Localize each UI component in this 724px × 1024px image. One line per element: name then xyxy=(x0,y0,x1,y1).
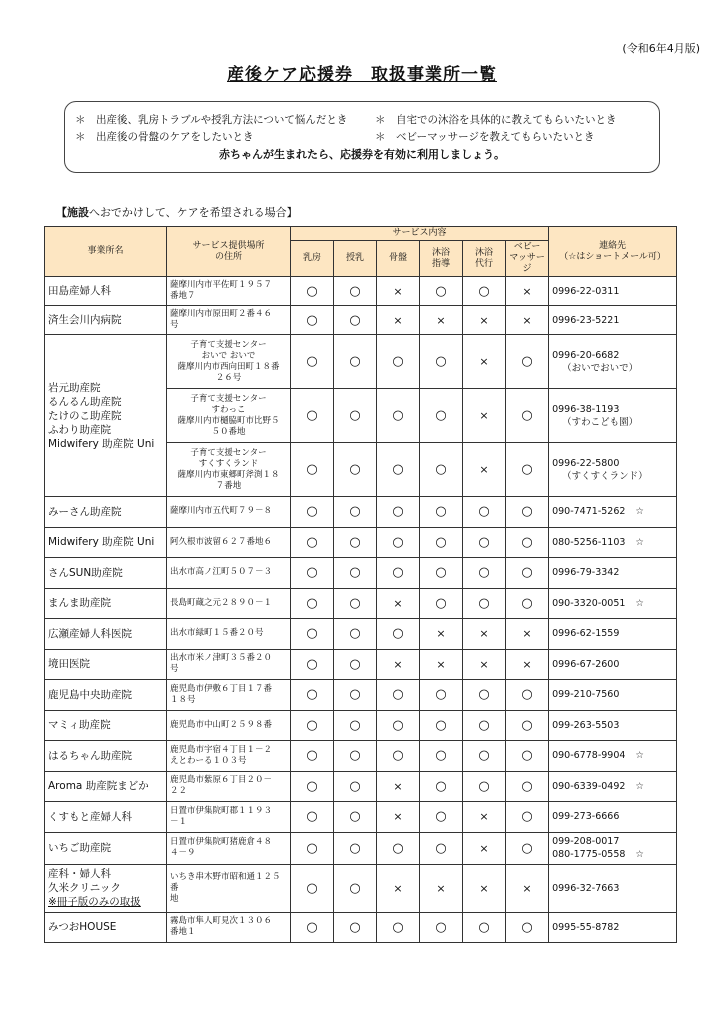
service-mark: ○ xyxy=(291,389,334,443)
service-mark: ○ xyxy=(377,741,420,772)
facility-name-text: 鹿児島中央助産院 xyxy=(48,688,132,701)
facility-contact xyxy=(549,832,677,864)
service-mark: × xyxy=(463,649,506,680)
service-mark: ○ xyxy=(334,832,377,864)
facility-contact xyxy=(549,443,677,497)
service-mark: × xyxy=(377,588,420,619)
service-mark: ○ xyxy=(377,912,420,943)
phone-number: 0996-23-5221 xyxy=(552,314,620,326)
phone-number: 099-210-7560 xyxy=(552,689,620,701)
service-mark: ○ xyxy=(420,443,463,497)
service-mark: ○ xyxy=(506,443,549,497)
notice-item: ＊ 出産後、乳房トラブルや授乳方法について悩んだとき xyxy=(75,114,348,126)
facility-address: いちき串木野市昭和通１２５番 地 xyxy=(167,864,291,912)
header-contact: 連絡先 （☆はショートメール可） xyxy=(549,227,677,277)
service-mark: ○ xyxy=(291,741,334,772)
service-mark: ○ xyxy=(463,527,506,558)
facility-name xyxy=(45,306,167,335)
service-mark: ○ xyxy=(506,335,549,389)
service-mark: ○ xyxy=(291,335,334,389)
service-mark: × xyxy=(506,619,549,650)
table-row xyxy=(45,771,677,802)
table-row xyxy=(45,619,677,650)
service-mark: ○ xyxy=(463,558,506,589)
service-mark: ○ xyxy=(377,680,420,711)
facility-name xyxy=(45,802,167,833)
facility-contact xyxy=(549,741,677,772)
sms-star-icon: ☆ xyxy=(635,597,644,609)
service-mark: ○ xyxy=(420,527,463,558)
service-mark: ○ xyxy=(506,389,549,443)
service-mark: ○ xyxy=(291,864,334,912)
facility-contact xyxy=(549,497,677,528)
table-row xyxy=(45,649,677,680)
service-mark: ○ xyxy=(377,558,420,589)
service-mark: × xyxy=(377,649,420,680)
table-row xyxy=(45,335,677,389)
service-mark: ○ xyxy=(463,771,506,802)
service-mark: ○ xyxy=(291,619,334,650)
service-mark: × xyxy=(463,802,506,833)
service-mark: × xyxy=(506,306,549,335)
phone-number: 0996-67-2600 xyxy=(552,658,620,670)
facility-address: 阿久根市波留６２７番地６ xyxy=(167,527,291,558)
facility-name-text: 境田医院 xyxy=(48,658,90,671)
phone-location: （すくすくランド） xyxy=(562,470,648,482)
phone-number: 0996-62-1559 xyxy=(552,628,620,640)
service-mark: ○ xyxy=(334,741,377,772)
phone-number: 0996-22-0311 xyxy=(552,285,620,297)
service-mark: × xyxy=(506,277,549,306)
service-mark: ○ xyxy=(334,389,377,443)
service-mark: ○ xyxy=(463,912,506,943)
facility-address: 霧島市隼人町見次１３０６ 番地１ xyxy=(167,912,291,943)
phone-number: 099-273-6666 xyxy=(552,811,620,823)
facility-contact xyxy=(549,588,677,619)
phone-location: （すわこども園） xyxy=(562,416,639,428)
facility-name: たけのこ助産院 xyxy=(48,409,122,422)
facility-address: 薩摩川内市平佐町１９５７ 番地７ xyxy=(167,277,291,306)
phone-location: （おいでおいで） xyxy=(562,362,639,374)
service-mark: ○ xyxy=(377,389,420,443)
service-mark: ○ xyxy=(463,497,506,528)
service-mark: ○ xyxy=(291,802,334,833)
table-row xyxy=(45,680,677,711)
facility-name-text: Midwifery 助産院 Uni xyxy=(48,536,155,549)
table-row xyxy=(45,588,677,619)
service-mark: ○ xyxy=(291,306,334,335)
service-mark: × xyxy=(463,389,506,443)
service-mark: ○ xyxy=(463,588,506,619)
facility-name: るんるん助産院 xyxy=(48,395,122,408)
service-mark: × xyxy=(463,832,506,864)
facility-contact xyxy=(549,306,677,335)
facility-address: 出水市緑町１５番２０号 xyxy=(167,619,291,650)
facility-name-text: 田島産婦人科 xyxy=(48,285,111,297)
facility-name: ふわり助産院 xyxy=(48,423,111,436)
service-mark: ○ xyxy=(377,710,420,741)
facility-contact xyxy=(549,771,677,802)
facility-contact xyxy=(549,864,677,912)
sms-star-icon: ☆ xyxy=(635,506,644,518)
header-service-col: 沐浴 代行 xyxy=(463,241,506,277)
facility-address: 日置市伊集院町猪鹿倉４８ ４－９ xyxy=(167,832,291,864)
facility-name-text: 広瀬産婦人科医院 xyxy=(48,627,132,640)
service-mark: × xyxy=(377,802,420,833)
service-mark: ○ xyxy=(420,389,463,443)
service-mark: ○ xyxy=(420,277,463,306)
service-mark: ○ xyxy=(463,680,506,711)
header-service-col: 骨盤 xyxy=(377,241,420,277)
facility-name xyxy=(45,771,167,802)
service-mark: ○ xyxy=(291,771,334,802)
header-service-col: 授乳 xyxy=(334,241,377,277)
header-service: サービス内容 xyxy=(291,227,549,241)
facility-name xyxy=(45,497,167,528)
facility-name-text: はるちゃん助産院 xyxy=(48,749,132,762)
service-mark: ○ xyxy=(506,741,549,772)
service-mark: ○ xyxy=(377,335,420,389)
table-row xyxy=(45,497,677,528)
table-row xyxy=(45,741,677,772)
service-mark: ○ xyxy=(291,710,334,741)
service-mark: ○ xyxy=(377,527,420,558)
service-mark: ○ xyxy=(291,912,334,943)
service-mark: ○ xyxy=(420,680,463,711)
facility-contact xyxy=(549,802,677,833)
table-row xyxy=(45,832,677,864)
facility-address: 薩摩川内市原田町２番４６ 号 xyxy=(167,306,291,335)
facility-contact xyxy=(549,527,677,558)
phone-number: 0996-79-3342 xyxy=(552,567,620,579)
service-mark: × xyxy=(506,649,549,680)
service-mark: ○ xyxy=(334,680,377,711)
facility-name xyxy=(45,680,167,711)
service-mark: ○ xyxy=(420,771,463,802)
service-mark: ○ xyxy=(334,497,377,528)
facility-name xyxy=(45,527,167,558)
facility-name xyxy=(45,619,167,650)
service-mark: ○ xyxy=(420,335,463,389)
facility-address: 鹿児島市中山町２５９８番 xyxy=(167,710,291,741)
facility-name-text: さんSUN助産院 xyxy=(48,566,123,579)
table-row xyxy=(45,558,677,589)
notice-item: ＊ 出産後の骨盤のケアをしたいとき xyxy=(75,131,254,143)
facility-name xyxy=(45,832,167,864)
service-mark: ○ xyxy=(377,443,420,497)
service-mark: ○ xyxy=(377,832,420,864)
service-mark: × xyxy=(377,771,420,802)
service-mark: × xyxy=(420,619,463,650)
facility-address: 長島町蔵之元２８９０－１ xyxy=(167,588,291,619)
service-mark: ○ xyxy=(506,710,549,741)
service-mark: × xyxy=(420,864,463,912)
service-mark: ○ xyxy=(334,771,377,802)
page-title: 産後ケア応援券 取扱事業所一覧 xyxy=(227,65,497,85)
facility-name-text: みつおHOUSE xyxy=(48,921,117,934)
service-mark: × xyxy=(377,864,420,912)
service-mark: ○ xyxy=(463,741,506,772)
phone-number: 0996-38-1193 xyxy=(552,403,620,415)
service-mark: ○ xyxy=(420,832,463,864)
sms-star-icon: ☆ xyxy=(635,536,644,548)
service-mark: × xyxy=(463,306,506,335)
service-mark: ○ xyxy=(463,277,506,306)
facility-contact xyxy=(549,912,677,943)
table-row xyxy=(45,912,677,943)
phone-number: 090-6339-0492 xyxy=(552,780,626,792)
facility-name xyxy=(45,710,167,741)
service-mark: × xyxy=(463,619,506,650)
facility-contact xyxy=(549,389,677,443)
facility-address: 子育て支援センター すくすくランド 薩摩川内市東郷町斧渕１８ ７番地 xyxy=(167,443,291,497)
facility-address: 日置市伊集院町郡１１９３ －１ xyxy=(167,802,291,833)
service-mark: × xyxy=(463,864,506,912)
service-mark: ○ xyxy=(506,912,549,943)
service-mark: ○ xyxy=(334,864,377,912)
facility-name-text: いちご助産院 xyxy=(48,842,111,854)
facility-address: 鹿児島市伊敷６丁目１７番 １８号 xyxy=(167,680,291,711)
facility-name xyxy=(45,864,167,912)
service-mark: ○ xyxy=(291,832,334,864)
table-row xyxy=(45,864,677,912)
facility-name xyxy=(45,649,167,680)
service-mark: ○ xyxy=(334,306,377,335)
table-row xyxy=(45,306,677,335)
table-row xyxy=(45,277,677,306)
service-mark: ○ xyxy=(334,527,377,558)
service-mark: ○ xyxy=(334,443,377,497)
facility-note: ※冊子版のみの取扱 xyxy=(48,896,141,908)
facility-name-text: みーさん助産院 xyxy=(48,505,122,518)
service-mark: ○ xyxy=(334,912,377,943)
service-mark: ○ xyxy=(420,912,463,943)
phone-number: 080-5256-1103 xyxy=(552,536,626,548)
facility-name-text: 産科・婦人科 久米クリニック xyxy=(48,868,121,894)
service-mark: ○ xyxy=(291,497,334,528)
facility-name xyxy=(45,588,167,619)
service-mark: ○ xyxy=(334,710,377,741)
phone-number: 0996-22-5800 xyxy=(552,457,620,469)
facility-name xyxy=(45,912,167,943)
table-row xyxy=(45,710,677,741)
sms-star-icon: ☆ xyxy=(635,780,644,792)
phone-number: 0995-55-8782 xyxy=(552,921,620,933)
service-mark: ○ xyxy=(291,649,334,680)
sms-star-icon: ☆ xyxy=(635,849,644,860)
sms-star-icon: ☆ xyxy=(635,750,644,762)
notice-box xyxy=(64,101,660,173)
phone-number: 0996-32-7663 xyxy=(552,882,620,894)
notice-cta: 赤ちゃんが生まれたら、応援券を有効に利用しましょう。 xyxy=(219,148,505,161)
facility-group-names xyxy=(45,335,167,497)
service-mark: ○ xyxy=(334,802,377,833)
header-place: サービス提供場所 の住所 xyxy=(167,227,291,277)
service-mark: ○ xyxy=(334,558,377,589)
service-mark: ○ xyxy=(291,680,334,711)
service-mark: ○ xyxy=(420,558,463,589)
service-mark: ○ xyxy=(334,619,377,650)
facility-name-text: くすもと産婦人科 xyxy=(48,810,132,823)
facility-table xyxy=(44,226,677,943)
service-mark: × xyxy=(420,649,463,680)
phone-number: 099-208-0017 080-1775-0558 xyxy=(552,836,626,860)
service-mark: × xyxy=(377,306,420,335)
phone-number: 090-7471-5262 xyxy=(552,506,626,518)
phone-number: 090-3320-0051 xyxy=(552,597,626,609)
facility-name xyxy=(45,558,167,589)
service-mark: ○ xyxy=(420,588,463,619)
service-mark: ○ xyxy=(377,619,420,650)
facility-contact xyxy=(549,619,677,650)
phone-number: 0996-20-6682 xyxy=(552,349,620,361)
service-mark: ○ xyxy=(420,497,463,528)
service-mark: ○ xyxy=(334,277,377,306)
service-mark: ○ xyxy=(291,558,334,589)
facility-contact xyxy=(549,335,677,389)
facility-contact xyxy=(549,558,677,589)
notice-item: ＊ ベビーマッサージを教えてもらいたいとき xyxy=(375,131,595,143)
service-mark: ○ xyxy=(420,802,463,833)
service-mark: × xyxy=(463,335,506,389)
service-mark: ○ xyxy=(291,588,334,619)
table-row xyxy=(45,527,677,558)
facility-name-text: まんま助産院 xyxy=(48,597,111,610)
header-service-col: ベビー マッサージ xyxy=(506,241,549,277)
facility-contact xyxy=(549,680,677,711)
facility-address: 子育て支援センター すわっこ 薩摩川内市樋脇町市比野５ ５０番地 xyxy=(167,389,291,443)
service-mark: ○ xyxy=(334,588,377,619)
service-mark: × xyxy=(377,277,420,306)
notice-item: ＊ 自宅での沐浴を具体的に教えてもらいたいとき xyxy=(375,114,617,126)
service-mark: ○ xyxy=(506,771,549,802)
service-mark: ○ xyxy=(291,277,334,306)
service-mark: × xyxy=(463,443,506,497)
table-row xyxy=(45,802,677,833)
facility-name-text: 済生会川内病院 xyxy=(48,314,122,326)
facility-contact xyxy=(549,277,677,306)
facility-contact xyxy=(549,649,677,680)
section-heading-rest: へおでかけして、ケアを希望される場合】 xyxy=(89,206,298,219)
service-mark: × xyxy=(420,306,463,335)
facility-address: 出水市米ノ津町３５番２０ 号 xyxy=(167,649,291,680)
facility-address: 鹿児島市宇宿４丁目１－２ えとわーる１０３号 xyxy=(167,741,291,772)
service-mark: ○ xyxy=(506,802,549,833)
service-mark: ○ xyxy=(291,527,334,558)
service-mark: ○ xyxy=(506,527,549,558)
service-mark: ○ xyxy=(420,741,463,772)
section-heading-bold: 【施設 xyxy=(56,206,89,219)
service-mark: ○ xyxy=(291,443,334,497)
facility-name xyxy=(45,741,167,772)
service-mark: × xyxy=(506,864,549,912)
phone-number: 099-263-5503 xyxy=(552,719,620,731)
header-name: 事業所名 xyxy=(45,227,167,277)
edition-label: (令和6年4月版) xyxy=(622,42,700,55)
facility-name: Midwifery 助産院 Uni xyxy=(48,437,155,450)
header-service-col: 沐浴 指導 xyxy=(420,241,463,277)
facility-address: 出水市高ノ江町５０７－３ xyxy=(167,558,291,589)
service-mark: ○ xyxy=(334,335,377,389)
service-mark: ○ xyxy=(506,497,549,528)
facility-name-text: マミィ助産院 xyxy=(48,719,111,732)
service-mark: ○ xyxy=(463,710,506,741)
facility-contact xyxy=(549,710,677,741)
facility-name: 岩元助産院 xyxy=(48,381,101,394)
service-mark: ○ xyxy=(506,558,549,589)
phone-number: 090-6778-9904 xyxy=(552,750,626,762)
section-heading xyxy=(56,204,298,220)
facility-address: 鹿児島市紫原６丁目２０－ ２２ xyxy=(167,771,291,802)
facility-address: 子育て支援センター おいで おいで 薩摩川内市西向田町１８番 ２６号 xyxy=(167,335,291,389)
service-mark: ○ xyxy=(334,649,377,680)
service-mark: ○ xyxy=(420,710,463,741)
facility-address: 薩摩川内市五代町７９－８ xyxy=(167,497,291,528)
facility-name-text: Aroma 助産院まどか xyxy=(48,780,149,793)
service-mark: ○ xyxy=(506,588,549,619)
header-service-col: 乳房 xyxy=(291,241,334,277)
service-mark: ○ xyxy=(506,832,549,864)
service-mark: ○ xyxy=(506,680,549,711)
facility-name xyxy=(45,277,167,306)
service-mark: ○ xyxy=(377,497,420,528)
